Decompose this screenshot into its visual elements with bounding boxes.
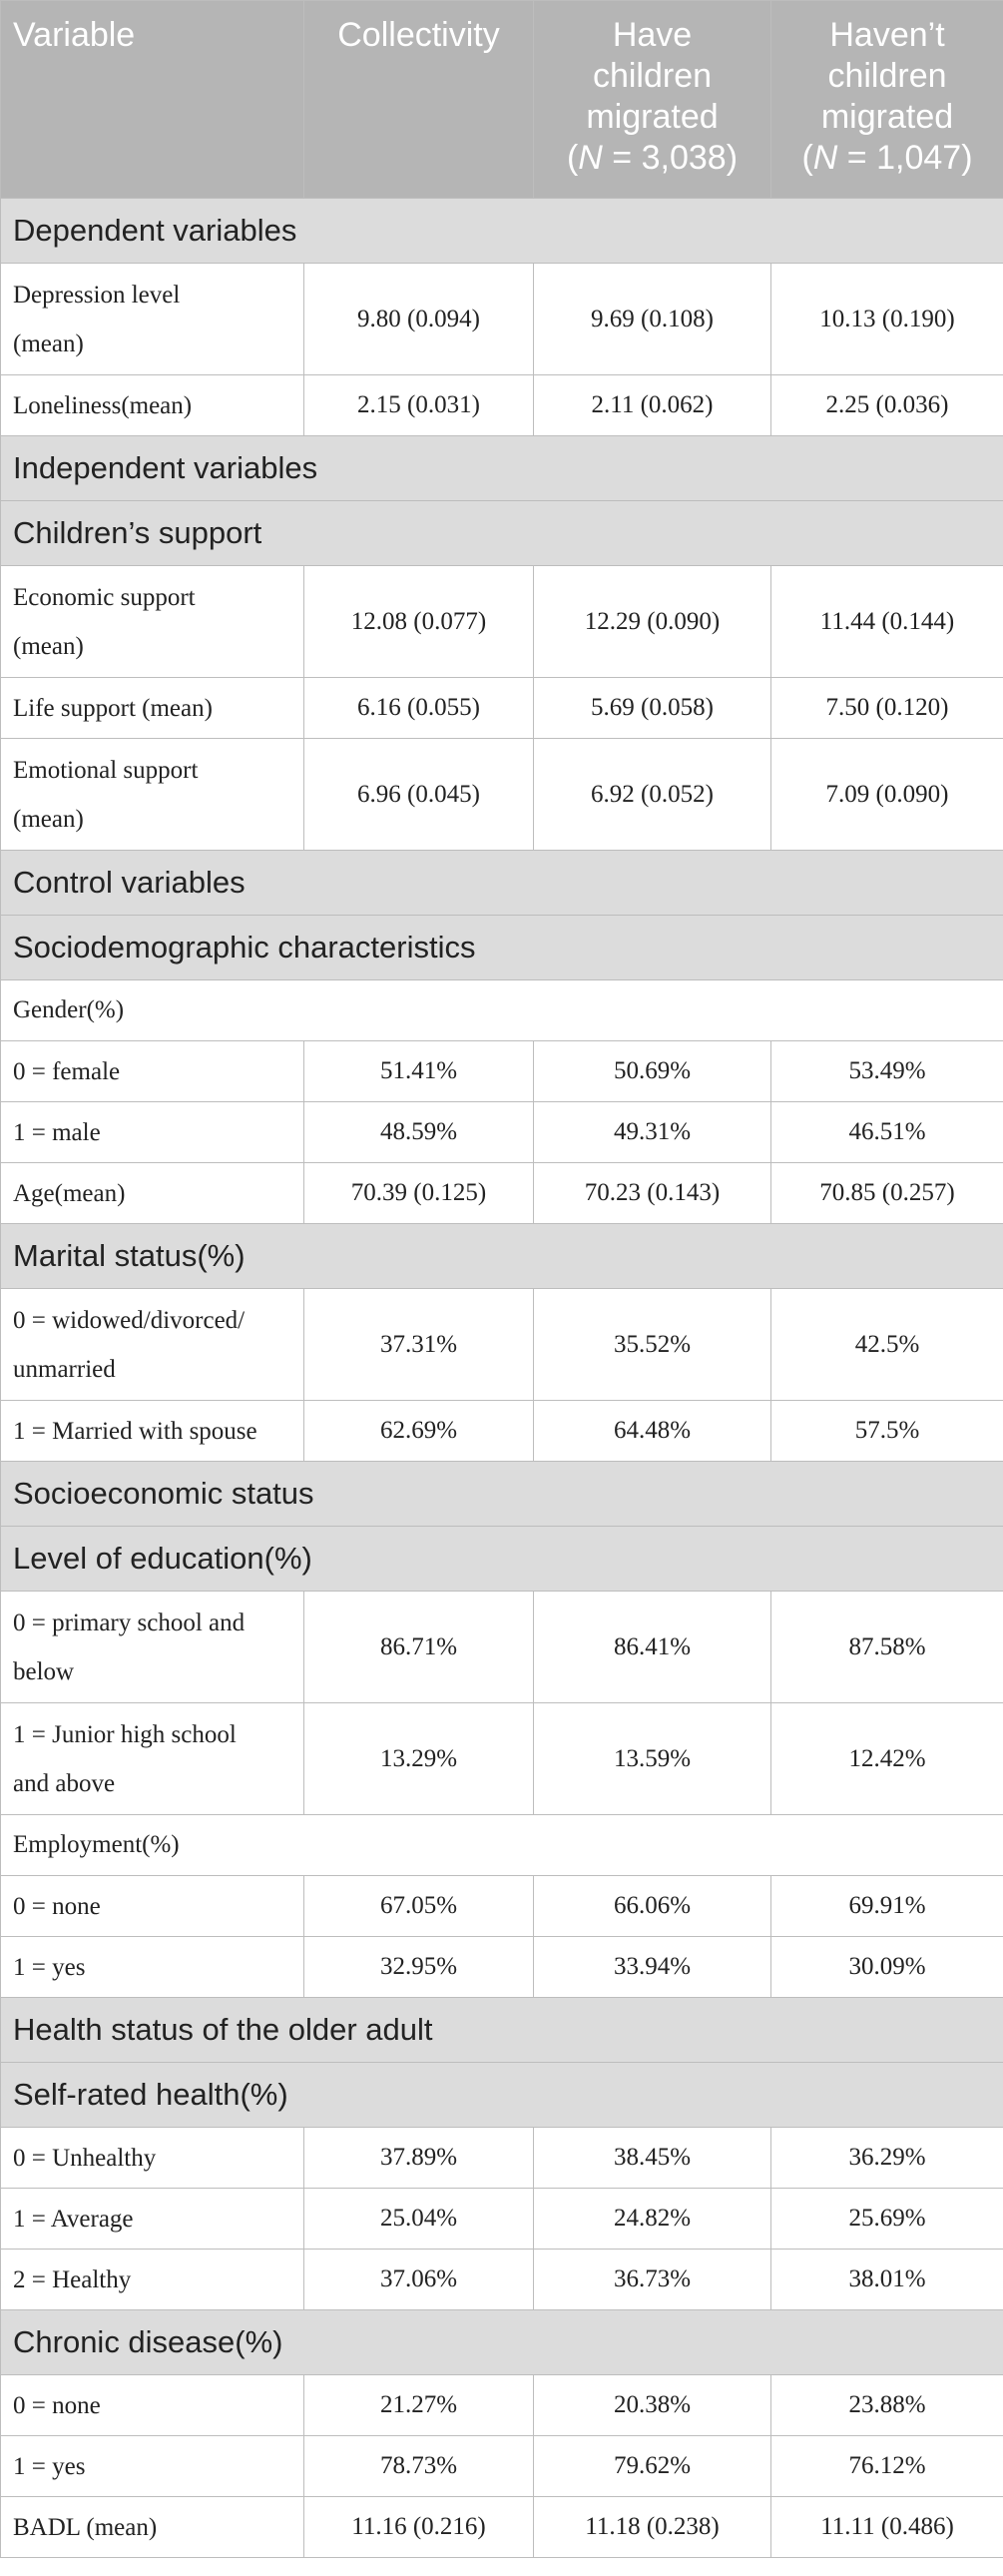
row-label-emotional-line1: Emotional support	[13, 756, 199, 784]
cell-collectivity: 13.29%	[304, 1703, 534, 1815]
cell-have-migrated: 66.06%	[534, 1876, 771, 1937]
cell-havent-migrated: 30.09%	[771, 1937, 1003, 1998]
table-row	[1, 1102, 1003, 1163]
table-row	[1, 1703, 1003, 1815]
cell-have-migrated: 12.29 (0.090)	[534, 566, 771, 678]
cell-collectivity: 37.06%	[304, 2250, 534, 2310]
cell-havent-migrated: 7.09 (0.090)	[771, 739, 1003, 851]
header-havent-line2: children	[827, 57, 947, 95]
section-chronic-disease: Chronic disease(%)	[1, 2310, 1003, 2375]
cell-have-migrated: 64.48%	[534, 1401, 771, 1462]
table-row	[1, 678, 1003, 739]
cell-havent-migrated: 76.12%	[771, 2436, 1003, 2497]
row-label-age: Age(mean)	[1, 1163, 304, 1224]
row-label-loneliness: Loneliness(mean)	[1, 375, 304, 436]
row-label-srh-2: 2 = Healthy	[1, 2250, 304, 2310]
row-label-chronic-1: 1 = yes	[1, 2436, 304, 2497]
row-label-marital-0	[1, 1289, 304, 1401]
cell-have-migrated: 20.38%	[534, 2375, 771, 2436]
header-have-line1: Have	[612, 16, 693, 54]
table-row	[1, 1289, 1003, 1401]
section-level-of-education: Level of education(%)	[1, 1527, 1003, 1592]
row-label-depression-line2: (mean)	[13, 329, 84, 357]
row-label-marital-0-line1: 0 = widowed/divorced/	[13, 1306, 246, 1334]
section-health-status: Health status of the older adult	[1, 1998, 1003, 2063]
section-independent-variables: Independent variables	[1, 436, 1003, 501]
section-row	[1, 1462, 1003, 1527]
cell-collectivity: 62.69%	[304, 1401, 534, 1462]
table-row	[1, 1041, 1003, 1102]
section-row	[1, 436, 1003, 501]
section-row	[1, 1527, 1003, 1592]
table-row	[1, 2189, 1003, 2250]
row-label-marital-1: 1 = Married with spouse	[1, 1401, 304, 1462]
section-control-variables: Control variables	[1, 851, 1003, 916]
table-row	[1, 1592, 1003, 1703]
section-socioeconomic-status: Socioeconomic status	[1, 1462, 1003, 1527]
row-label-chronic-0: 0 = none	[1, 2375, 304, 2436]
table-row	[1, 375, 1003, 436]
cell-have-migrated: 49.31%	[534, 1102, 771, 1163]
section-sociodemographic: Sociodemographic characteristics	[1, 916, 1003, 980]
section-row	[1, 2310, 1003, 2375]
table-row	[1, 1163, 1003, 1224]
cell-have-migrated: 13.59%	[534, 1703, 771, 1815]
cell-have-migrated: 70.23 (0.143)	[534, 1163, 771, 1224]
cell-have-migrated: 2.11 (0.062)	[534, 375, 771, 436]
row-label-depression-line1: Depression level	[13, 281, 181, 309]
row-label-education-1-line2: and above	[13, 1769, 116, 1797]
section-self-rated-health: Self-rated health(%)	[1, 2063, 1003, 2128]
row-label-education-0	[1, 1592, 304, 1703]
header-havent-line1: Haven’t	[829, 16, 945, 54]
cell-collectivity: 37.31%	[304, 1289, 534, 1401]
header-have-n-symbol: N	[578, 139, 603, 177]
cell-collectivity: 78.73%	[304, 2436, 534, 2497]
header-havent-line3: migrated	[820, 98, 954, 136]
cell-have-migrated: 6.92 (0.052)	[534, 739, 771, 851]
header-have-line3: migrated	[586, 98, 719, 136]
row-label-gender-male: 1 = male	[1, 1102, 304, 1163]
cell-have-migrated: 86.41%	[534, 1592, 771, 1703]
table-row	[1, 566, 1003, 678]
cell-havent-migrated: 7.50 (0.120)	[771, 678, 1003, 739]
row-label-srh-1: 1 = Average	[1, 2189, 304, 2250]
table-row	[1, 1401, 1003, 1462]
header-row	[1, 1, 1003, 199]
row-label-education-0-line2: below	[13, 1657, 75, 1685]
cell-have-migrated: 79.62%	[534, 2436, 771, 2497]
table-header	[1, 1, 1003, 199]
cell-have-migrated: 36.73%	[534, 2250, 771, 2310]
header-collectivity	[304, 1, 534, 199]
section-row	[1, 501, 1003, 566]
section-marital-status: Marital status(%)	[1, 1224, 1003, 1289]
cell-havent-migrated: 57.5%	[771, 1401, 1003, 1462]
table-row	[1, 2128, 1003, 2189]
table-row	[1, 739, 1003, 851]
header-havent-children-migrated	[771, 1, 1003, 199]
cell-collectivity: 86.71%	[304, 1592, 534, 1703]
cell-havent-migrated: 38.01%	[771, 2250, 1003, 2310]
header-have-children-migrated	[534, 1, 771, 199]
row-label-marital-0-line2: unmarried	[13, 1355, 116, 1383]
cell-collectivity: 11.16 (0.216)	[304, 2497, 534, 2558]
header-have-n-open: (	[566, 139, 579, 177]
row-label-depression	[1, 264, 304, 375]
cell-havent-migrated: 69.91%	[771, 1876, 1003, 1937]
cell-collectivity: 51.41%	[304, 1041, 534, 1102]
cell-havent-migrated: 11.11 (0.486)	[771, 2497, 1003, 2558]
section-dependent-variables: Dependent variables	[1, 199, 1003, 264]
section-row	[1, 916, 1003, 980]
header-variable	[1, 1, 304, 199]
cell-collectivity: 9.80 (0.094)	[304, 264, 534, 375]
row-label-emotional-line2: (mean)	[13, 805, 84, 833]
cell-collectivity: 25.04%	[304, 2189, 534, 2250]
cell-have-migrated: 38.45%	[534, 2128, 771, 2189]
table-row	[1, 264, 1003, 375]
row-label-life-support: Life support (mean)	[1, 678, 304, 739]
row-label-employment-0: 0 = none	[1, 1876, 304, 1937]
cell-collectivity: 67.05%	[304, 1876, 534, 1937]
cell-collectivity: 21.27%	[304, 2375, 534, 2436]
cell-collectivity: 6.16 (0.055)	[304, 678, 534, 739]
cell-havent-migrated: 70.85 (0.257)	[771, 1163, 1003, 1224]
row-label-education-0-line1: 0 = primary school and	[13, 1609, 246, 1636]
table-row	[1, 1937, 1003, 1998]
label-gender: Gender(%)	[1, 980, 1003, 1041]
table-row	[1, 1876, 1003, 1937]
table-row	[1, 2375, 1003, 2436]
subgroup-row	[1, 980, 1003, 1041]
label-employment: Employment(%)	[1, 1815, 1003, 1876]
cell-havent-migrated: 87.58%	[771, 1592, 1003, 1703]
cell-havent-migrated: 46.51%	[771, 1102, 1003, 1163]
cell-have-migrated: 9.69 (0.108)	[534, 264, 771, 375]
header-havent-n-symbol: N	[812, 139, 838, 177]
cell-collectivity: 37.89%	[304, 2128, 534, 2189]
section-row	[1, 1998, 1003, 2063]
cell-have-migrated: 11.18 (0.238)	[534, 2497, 771, 2558]
cell-have-migrated: 50.69%	[534, 1041, 771, 1102]
cell-havent-migrated: 25.69%	[771, 2189, 1003, 2250]
row-label-badl: BADL (mean)	[1, 2497, 304, 2558]
table-body	[1, 199, 1003, 2558]
header-collectivity-label: Collectivity	[337, 16, 500, 54]
cell-collectivity: 48.59%	[304, 1102, 534, 1163]
table-row	[1, 2250, 1003, 2310]
row-label-economic-line1: Economic support	[13, 583, 196, 611]
row-label-emotional-support	[1, 739, 304, 851]
cell-have-migrated: 35.52%	[534, 1289, 771, 1401]
header-have-line2: children	[592, 57, 713, 95]
section-childrens-support: Children’s support	[1, 501, 1003, 566]
row-label-education-1	[1, 1703, 304, 1815]
section-row	[1, 1224, 1003, 1289]
subgroup-row	[1, 1815, 1003, 1876]
cell-havent-migrated: 10.13 (0.190)	[771, 264, 1003, 375]
header-havent-n-open: (	[801, 139, 813, 177]
cell-collectivity: 12.08 (0.077)	[304, 566, 534, 678]
cell-havent-migrated: 23.88%	[771, 2375, 1003, 2436]
cell-havent-migrated: 11.44 (0.144)	[771, 566, 1003, 678]
cell-have-migrated: 5.69 (0.058)	[534, 678, 771, 739]
row-label-employment-1: 1 = yes	[1, 1937, 304, 1998]
header-havent-n-value: = 1,047)	[837, 139, 973, 177]
cell-collectivity: 32.95%	[304, 1937, 534, 1998]
cell-havent-migrated: 12.42%	[771, 1703, 1003, 1815]
cell-collectivity: 70.39 (0.125)	[304, 1163, 534, 1224]
cell-havent-migrated: 2.25 (0.036)	[771, 375, 1003, 436]
section-row	[1, 199, 1003, 264]
header-have-n-value: = 3,038)	[602, 139, 739, 177]
cell-have-migrated: 24.82%	[534, 2189, 771, 2250]
cell-have-migrated: 33.94%	[534, 1937, 771, 1998]
row-label-education-1-line1: 1 = Junior high school	[13, 1720, 237, 1748]
cell-collectivity: 2.15 (0.031)	[304, 375, 534, 436]
cell-havent-migrated: 42.5%	[771, 1289, 1003, 1401]
row-label-srh-0: 0 = Unhealthy	[1, 2128, 304, 2189]
section-row	[1, 2063, 1003, 2128]
section-row	[1, 851, 1003, 916]
table-row	[1, 2497, 1003, 2558]
cell-collectivity: 6.96 (0.045)	[304, 739, 534, 851]
cell-havent-migrated: 36.29%	[771, 2128, 1003, 2189]
cell-havent-migrated: 53.49%	[771, 1041, 1003, 1102]
table-row	[1, 2436, 1003, 2497]
row-label-economic-support	[1, 566, 304, 678]
row-label-economic-line2: (mean)	[13, 632, 84, 660]
row-label-gender-female: 0 = female	[1, 1041, 304, 1102]
header-variable-label: Variable	[13, 16, 136, 54]
